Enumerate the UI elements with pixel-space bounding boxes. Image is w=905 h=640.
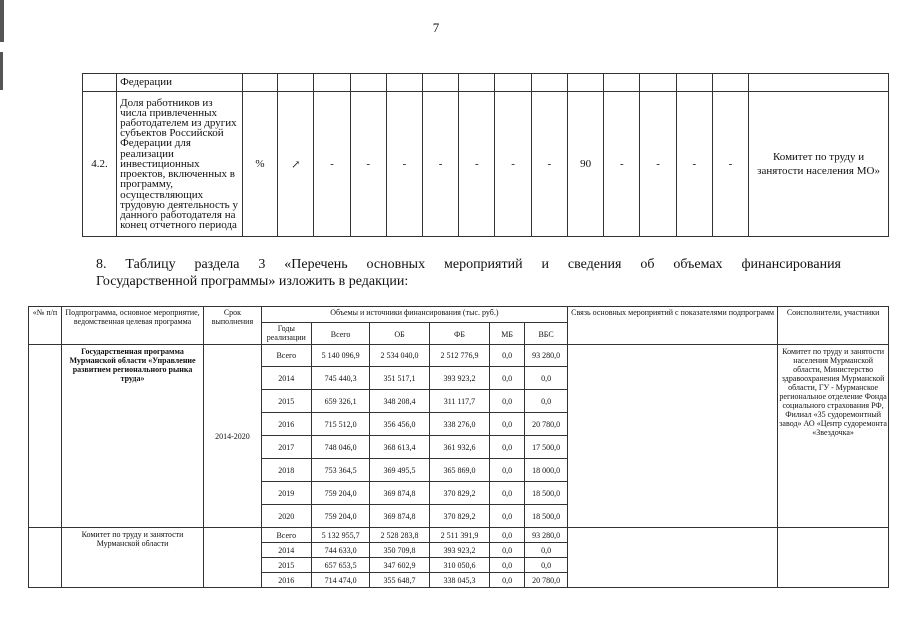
year-cell: 2015 [261,558,311,573]
vbs-cell: 0,0 [525,390,568,413]
year-cell: 2017 [261,436,311,459]
program-name: Государственная программа Мурманской области «Управление развитием регионального рынка труда» [61,345,203,528]
vbs-cell: 93 280,0 [525,345,568,367]
year-cell: 2016 [261,573,311,588]
ob-cell: 368 613,4 [370,436,429,459]
total-cell: 715 512,0 [311,413,369,436]
year-cell: 2014 [261,543,311,558]
amendment-paragraph-line1: 8. Таблицу раздела 3 «Перечень основных мероприятий и сведения об объемах финансирования [96,257,841,272]
value-cell: - [604,92,640,237]
header-link: Связь основных мероприятий с показателями подпрограмм [568,307,778,345]
vbs-cell: 20 780,0 [525,573,568,588]
page-number: 7 [432,20,440,35]
left-margin-mark-2 [0,52,3,90]
total-cell: 657 653,5 [311,558,369,573]
indicators-table [82,73,889,237]
header-co-exec: Соисполнители, участники [778,307,889,345]
value-cell: - [495,92,531,237]
responsible-cell: Комитет по труду и занятости населения МО» [749,92,889,237]
value-cell: - [386,92,422,237]
row-number: 4.2. [83,92,117,237]
header-ob: ОБ [370,323,429,345]
ob-cell: 369 495,5 [370,459,429,482]
header-vbs: ВБС [525,323,568,345]
header-num: «№ п/п [29,307,62,345]
mb-cell: 0,0 [490,413,525,436]
header-mb: МБ [490,323,525,345]
year-cell: 2020 [261,505,311,528]
mb-cell: 0,0 [490,482,525,505]
mb-cell: 0,0 [490,543,525,558]
ob-cell: 350 709,8 [370,543,429,558]
trend-mark: ↗ [278,92,314,237]
table-row [29,528,889,543]
mb-cell: 0,0 [490,345,525,367]
vbs-cell: 18 000,0 [525,459,568,482]
mb-cell: 0,0 [490,558,525,573]
program-name: Комитет по труду и занятости Мурманской области [61,528,203,588]
table-row-4-2 [83,92,889,237]
unit-cell: % [242,92,277,237]
co-exec-cell [778,528,889,588]
year-cell: 2014 [261,367,311,390]
link-cell [568,528,778,588]
header-years: Годы реализации [261,323,311,345]
fb-cell: 310 050,6 [429,558,489,573]
mb-cell: 0,0 [490,436,525,459]
ob-cell: 369 874,8 [370,482,429,505]
vbs-cell: 0,0 [525,543,568,558]
mb-cell: 0,0 [490,505,525,528]
fb-cell: 311 117,7 [429,390,489,413]
header-fb: ФБ [429,323,489,345]
total-cell: 748 046,0 [311,436,369,459]
header-period: Срок выполнения [204,307,261,345]
value-cell: - [712,92,748,237]
value-cell: - [350,92,386,237]
funding-table [28,306,889,588]
mb-cell: 0,0 [490,459,525,482]
mb-cell: 0,0 [490,573,525,588]
ob-cell: 2 528 283,8 [370,528,429,543]
value-cell: - [423,92,459,237]
link-cell [568,345,778,528]
year-cell: 2019 [261,482,311,505]
header-total: Всего [311,323,369,345]
fb-cell: 338 276,0 [429,413,489,436]
ob-cell: 369 874,8 [370,505,429,528]
co-exec-cell: Комитет по труду и занятости населения Мурманской области, Министерство здравоохранения Мурманской области, ГУ - Мурманское региональное отделение Фонда социального страхования РФ, Филиал «35 судоремонтный завод» АО «Центр судоремонта «Звездочка» [778,345,889,528]
vbs-cell: 20 780,0 [525,413,568,436]
fb-cell: 338 045,3 [429,573,489,588]
indicator-name: Доля работников из числа привлеченных работодателем из других субъектов Российской Федерации для реализации инвестиционных проектов, включенных в программу, осуществляющих трудовую деятельность у данного работодателя на конец отчетного периода [117,92,243,237]
total-cell: 745 440,3 [311,367,369,390]
fb-cell: 370 829,2 [429,482,489,505]
value-cell: 90 [567,92,603,237]
header-program: Подпрограмма, основное мероприятие, ведомственная целевая программа [61,307,203,345]
vbs-cell: 17 500,0 [525,436,568,459]
header-funding: Объемы и источники финансирования (тыс. руб.) [261,307,567,323]
fb-cell: 365 869,0 [429,459,489,482]
total-cell: 714 474,0 [311,573,369,588]
total-cell: 753 364,5 [311,459,369,482]
amendment-paragraph-line2: Государственной программы» изложить в редакции: [96,274,409,289]
vbs-cell: 0,0 [525,558,568,573]
year-cell: 2016 [261,413,311,436]
year-cell: Всего [261,528,311,543]
value-cell: - [640,92,676,237]
ob-cell: 351 517,1 [370,367,429,390]
table-row [29,345,889,367]
ob-cell: 356 456,0 [370,413,429,436]
fb-cell: 393 923,2 [429,543,489,558]
table-row-prev [83,74,889,92]
ob-cell: 355 648,7 [370,573,429,588]
ob-cell: 2 534 040,0 [370,345,429,367]
year-cell: 2015 [261,390,311,413]
value-cell: - [676,92,712,237]
year-cell: Всего [261,345,311,367]
value-cell: - [531,92,567,237]
fb-cell: 361 932,6 [429,436,489,459]
ob-cell: 347 602,9 [370,558,429,573]
vbs-cell: 18 500,0 [525,482,568,505]
fb-cell: 2 512 776,9 [429,345,489,367]
fb-cell: 2 511 391,9 [429,528,489,543]
total-cell: 659 326,1 [311,390,369,413]
vbs-cell: 0,0 [525,367,568,390]
fb-cell: 393 923,2 [429,367,489,390]
mb-cell: 0,0 [490,367,525,390]
mb-cell: 0,0 [490,390,525,413]
program-period: 2014-2020 [204,345,261,528]
fb-cell: 370 829,2 [429,505,489,528]
ob-cell: 348 208,4 [370,390,429,413]
value-cell: - [459,92,495,237]
left-margin-mark [0,0,4,42]
value-cell: - [314,92,350,237]
total-cell: 759 204,0 [311,505,369,528]
total-cell: 5 140 096,9 [311,345,369,367]
total-cell: 744 633,0 [311,543,369,558]
prev-row-label: Федерации [117,74,243,92]
total-cell: 759 204,0 [311,482,369,505]
header-row-1 [29,307,889,323]
year-cell: 2018 [261,459,311,482]
vbs-cell: 18 500,0 [525,505,568,528]
total-cell: 5 132 955,7 [311,528,369,543]
vbs-cell: 93 280,0 [525,528,568,543]
mb-cell: 0,0 [490,528,525,543]
